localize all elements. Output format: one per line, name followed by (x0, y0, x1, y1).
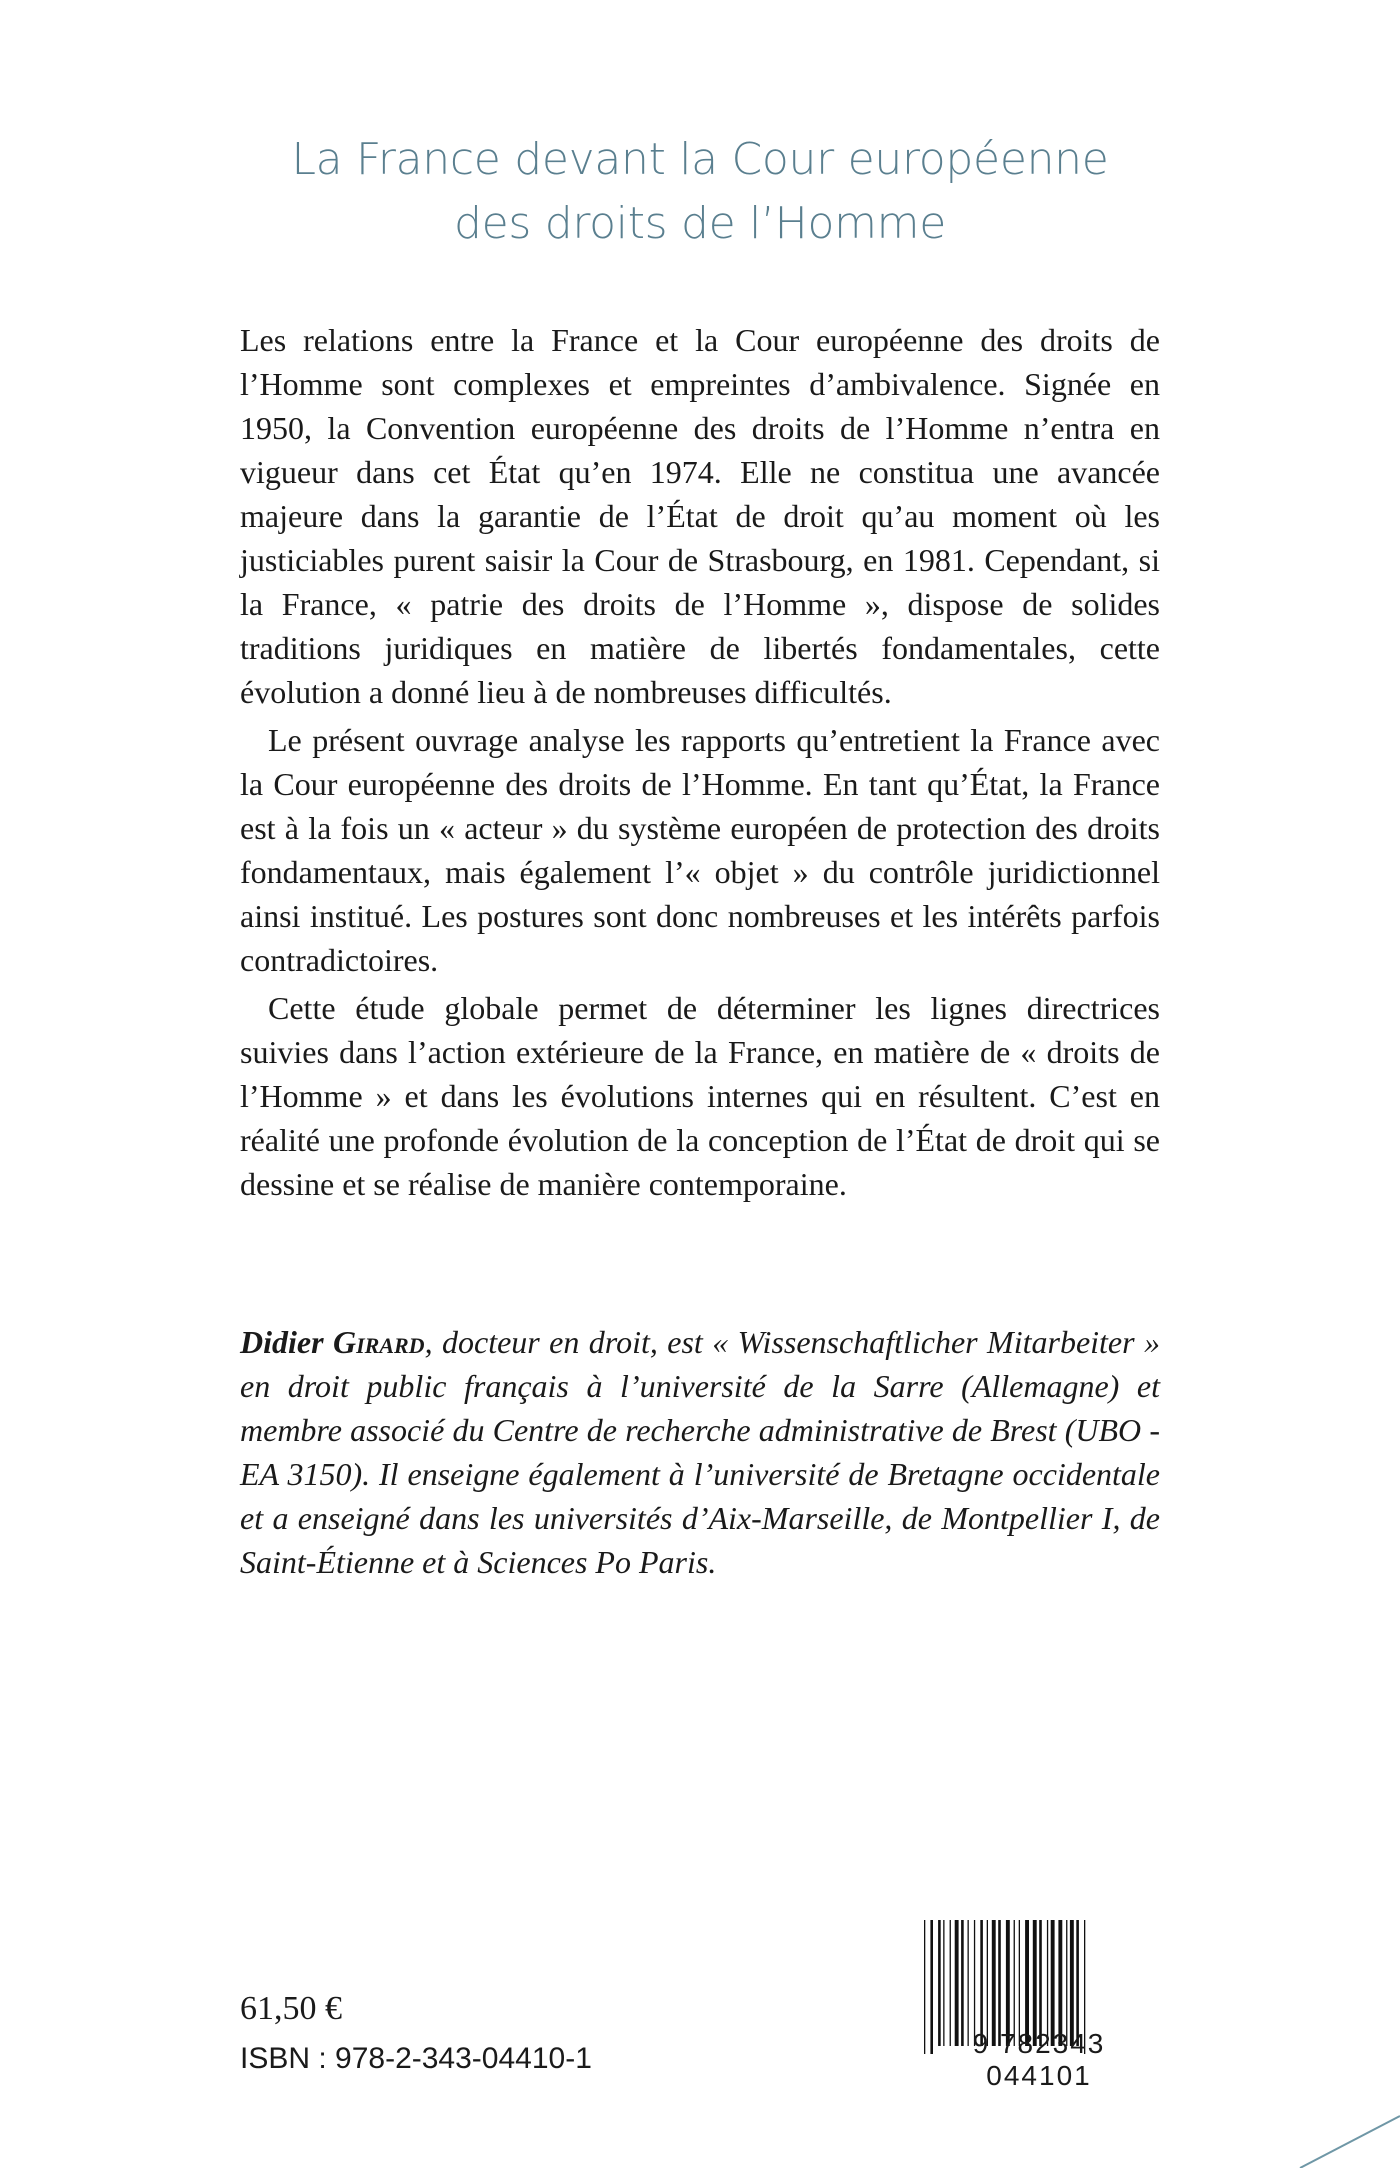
book-title-line-2: des droits de l’Homme (454, 198, 946, 249)
back-cover-summary (240, 318, 1160, 1210)
author-bio (240, 1320, 1160, 1584)
summary-paragraph-2: Le présent ouvrage analyse les rapports qu’entretient la France avec la Cour européenne des droits de l’Homme. En tant qu’État, la France est à la fois un « acteur » du système européen de protection des droits fondamentaux, mais également l’« objet » du contrôle juridictionnel ainsi institué. Les postures sont donc nombreuses et les intérêts parfois contradictoires. (240, 722, 1160, 978)
summary-paragraph-1: Les relations entre la France et la Cour européenne des droits de l’Homme sont complexes et empreintes d’ambivalence. Signée en 1950, la Convention européenne des droits de l’Homme n’entra en vigueur dans cet État qu’en 1974. Elle ne constitua une avancée majeure dans la garantie de l’État de droit qu’au moment où les justiciables purent saisir la Cour de Strasbourg, en 1981. Cependant, si la France, « patrie des droits de l’Homme », dispose de solides traditions juridiques en matière de libertés fondamentales, cette évolution a donné lieu à de nombreuses difficultés. (240, 322, 1160, 710)
author-bio-text: , docteur en droit, est « Wissenschaftlicher Mitarbeiter » en droit public français à l’université de la Sarre (Allemagne) et membre associé du Centre de recherche administrative de Brest (UBO - EA 3150). Il enseigne également à l’université de Bretagne occidentale et a enseigné dans les universités d’Aix-Marseille, de Montpellier I, de Saint-Étienne et à Sciences Po Paris. (240, 1324, 1161, 1580)
decorative-corner-line (1280, 2098, 1400, 2168)
price: 61,50 € (240, 1990, 342, 2027)
summary-paragraph-3: Cette étude globale permet de déterminer les lignes directrices suivies dans l’action extérieure de la France, en matière de « droits de l’Homme » et dans les évolutions internes qui en résultent. C’est en réalité une profonde évolution de la conception de l’État de droit qui se dessine et se réalise de manière contemporaine. (240, 990, 1160, 1202)
barcode-number: 9 782343 044101 (972, 2028, 1106, 2091)
isbn: ISBN : 978-2-343-04410-1 (240, 2042, 592, 2075)
book-title-line-1: La France devant la Cour européenne (291, 134, 1109, 185)
author-first-name: Didier (240, 1324, 324, 1360)
barcode (916, 1916, 1162, 2092)
book-title (0, 128, 1400, 256)
author-last-name: Girard (332, 1324, 425, 1360)
